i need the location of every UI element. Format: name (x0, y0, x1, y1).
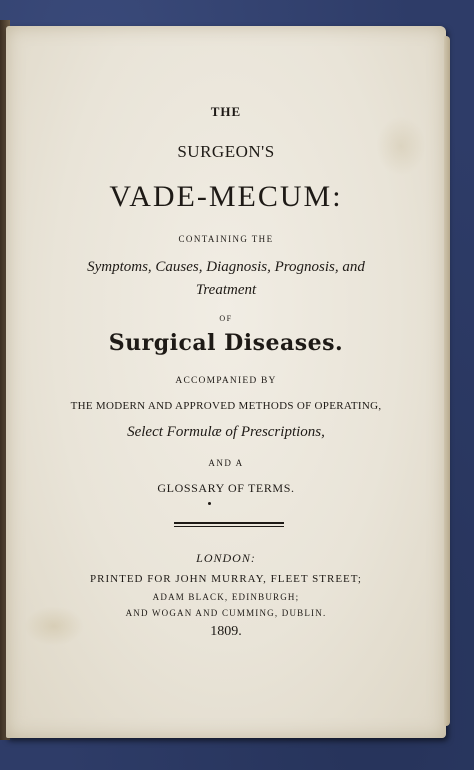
imprint-wogan: AND WOGAN AND CUMMING, DUBLIN. (125, 608, 327, 618)
subtitle-symptoms: Symptoms, Causes, Diagnosis, Prognosis, and (87, 259, 365, 275)
modern-methods-line: THE MODERN AND APPROVED METHODS OF OPERATING, (70, 400, 382, 412)
select-formulae-line: Select Formulæ of Prescriptions, (127, 424, 325, 440)
title-vade-mecum: VADE-MECUM: (109, 180, 343, 213)
surgical-diseases-heading: Surgical Diseases. (108, 330, 344, 356)
title-page (6, 26, 446, 738)
subtitle-treatment: Treatment (195, 282, 257, 298)
title-article: THE (210, 104, 242, 119)
of-label: OF (219, 314, 233, 323)
divider-rule-thick (174, 522, 284, 524)
imprint-adam-black: ADAM BLACK, EDINBURGH; (152, 592, 300, 602)
imprint-year: 1809. (210, 624, 242, 639)
containing-label: CONTAINING THE (178, 234, 274, 244)
imprint-city: LONDON: (196, 551, 256, 565)
accompanied-label: ACCOMPANIED BY (175, 376, 277, 386)
glossary-line: GLOSSARY OF TERMS. (157, 481, 295, 495)
divider-rule-thin (174, 526, 284, 527)
imprint-printer: PRINTED FOR JOHN MURRAY, FLEET STREET; (90, 573, 362, 585)
ink-speck (208, 502, 211, 505)
title-surgeons: SURGEON'S (177, 142, 275, 161)
and-a-label: AND A (208, 458, 244, 468)
